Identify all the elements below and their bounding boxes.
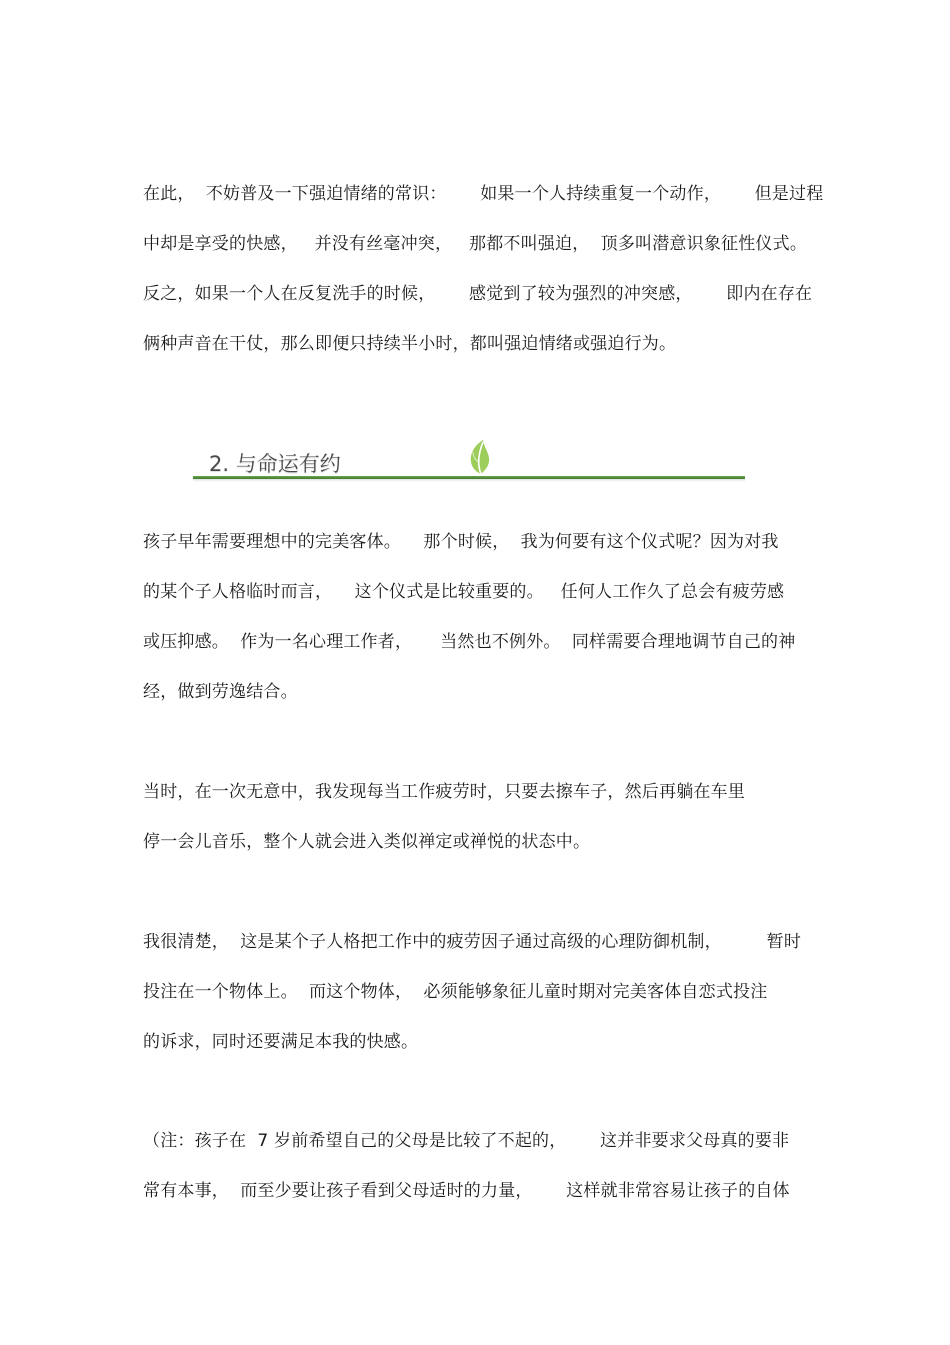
paragraph-1-line-4: 俩种声音在干仗，那么即便只持续半小时，都叫强迫情绪或强迫行为。 [143,334,677,354]
paragraph-2-line-1: 孩子早年需要理想中的完美客体。 那个时候， 我为何要有这个仪式呢？因为对我 [143,532,779,552]
paragraph-1-line-2: 中却是享受的快感， 并没有丝毫冲突， 那都不叫强迫， 顶多叫潜意识象征性仪式。 [143,234,808,254]
paragraph-5-line-2: 常有本事， 而至少要让孩子看到父母适时的力量， 这样就非常容易让孩子的自体 [143,1181,790,1201]
paragraph-2-line-2: 的某个子人格临时而言， 这个仪式是比较重要的。 任何人工作久了总会有疲劳感 [143,582,785,602]
leaf-icon [463,438,499,478]
paragraph-4-line-2: 投注在一个物体上。 而这个物体， 必须能够象征儿童时期对完美客体自恋式投注 [143,982,768,1002]
paragraph-2-line-4: 经，做到劳逸结合。 [143,682,298,702]
paragraph-3-line-2: 停一会儿音乐，整个人就会进入类似禅定或禅悦的状态中。 [143,832,591,852]
paragraph-4-line-3: 的诉求，同时还要满足本我的快感。 [143,1032,419,1052]
paragraph-3-line-1: 当时，在一次无意中，我发现每当工作疲劳时，只要去擦车子，然后再躺在车里 [143,782,745,802]
section-heading-title: 2. 与命运有约 [209,452,341,476]
section-heading-rule-shadow [193,479,745,482]
paragraph-1-line-1: 在此， 不妨普及一下强迫情绪的常识： 如果一个人持续重复一个动作， 但是过程 [143,184,824,204]
section-heading [193,438,745,484]
paragraph-5-line-1: （注：孩子在 7 岁前希望自己的父母是比较了不起的， 这并非要求父母真的要非 [143,1131,790,1151]
paragraph-4-line-1: 我很清楚， 这是某个子人格把工作中的疲劳因子通过高级的心理防御机制， 暂时 [143,932,802,952]
paragraph-2-line-3: 或压抑感。 作为一名心理工作者， 当然也不例外。 同样需要合理地调节自己的神 [143,632,796,652]
paragraph-1-line-3: 反之，如果一个人在反复洗手的时候， 感觉到了较为强烈的冲突感， 即内在存在 [143,284,813,304]
